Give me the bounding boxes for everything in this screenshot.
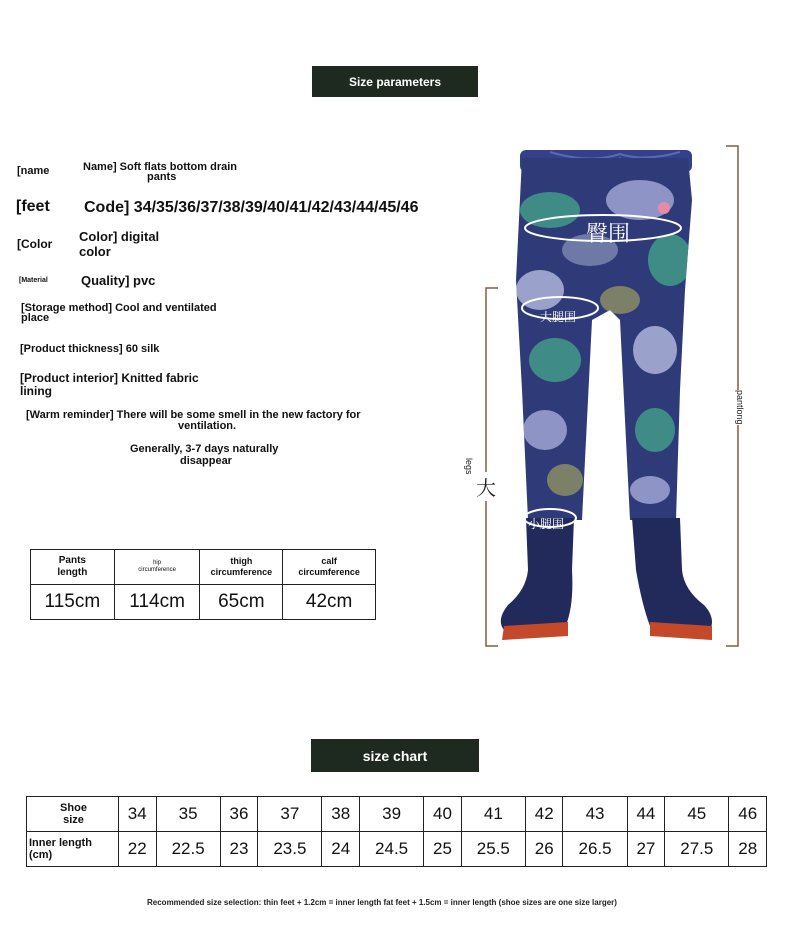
camo-pants bbox=[510, 155, 700, 525]
spec-material-key: [Material bbox=[19, 277, 48, 284]
left-boot bbox=[501, 518, 574, 630]
value-thigh: 65cm bbox=[200, 585, 283, 620]
size-chart-banner bbox=[311, 739, 479, 772]
spec-thickness: [Product thickness] 60 silk bbox=[20, 343, 160, 355]
label-hip: 臀围 bbox=[586, 221, 631, 246]
inner-length-cell: 25 bbox=[424, 832, 462, 867]
value-pants-length: 115cm bbox=[31, 585, 115, 620]
spec-color-value-2: color bbox=[79, 244, 111, 259]
spec-storage-2: place bbox=[21, 312, 50, 324]
shoe-size-cell: 39 bbox=[359, 797, 423, 832]
inner-length-cell: 27.5 bbox=[665, 832, 729, 867]
shoe-size-cell: 34 bbox=[119, 797, 157, 832]
value-hip: 114cm bbox=[114, 585, 200, 620]
inner-length-cell: 28 bbox=[729, 832, 767, 867]
spec-material-value: Quality] pvc bbox=[81, 273, 156, 288]
inner-length-cell: 25.5 bbox=[461, 832, 525, 867]
inner-length-cell: 26.5 bbox=[563, 832, 627, 867]
label-pantlong: pantlong bbox=[735, 390, 745, 425]
spec-name-value-2: pants bbox=[147, 171, 177, 183]
spec-warm-reminder: [Warm reminder] There will be some smell in the new factory for bbox=[26, 409, 361, 421]
right-boot bbox=[632, 518, 712, 630]
spec-warm-reminder-4: disappear bbox=[180, 455, 232, 467]
label-calf: 小腿围 bbox=[528, 517, 565, 531]
inner-length-cell: 24.5 bbox=[359, 832, 423, 867]
header-calf: calf circumference bbox=[283, 550, 376, 585]
label-thigh: 大腿围 bbox=[540, 310, 577, 324]
shoe-size-cell: 41 bbox=[461, 797, 525, 832]
label-shoe-size: Shoe size bbox=[27, 797, 119, 832]
shoe-size-cell: 43 bbox=[563, 797, 627, 832]
inner-length-cell: 27 bbox=[627, 832, 665, 867]
inner-length-cell: 23.5 bbox=[258, 832, 322, 867]
shoe-size-cell: 37 bbox=[258, 797, 322, 832]
size-parameters-banner bbox=[312, 66, 478, 97]
spec-interior: [Product interior] Knitted fabric bbox=[20, 371, 199, 385]
spec-color-value: Color] digital bbox=[79, 229, 160, 244]
spec-color-key: [Color bbox=[17, 237, 53, 251]
inner-length-cell: 22 bbox=[119, 832, 157, 867]
size-chart-table bbox=[26, 796, 767, 867]
spec-warm-reminder-3: Generally, 3-7 days naturally bbox=[130, 443, 279, 455]
inner-length-cell: 23 bbox=[220, 832, 258, 867]
spec-name-key: [name bbox=[17, 165, 50, 177]
size-recommendation-note: Recommended size selection: thin feet + 1.2cm = inner length fat feet + 1.5cm = inner length (shoe sizes are one size larger) bbox=[147, 898, 617, 907]
table-row bbox=[27, 832, 767, 867]
table-row bbox=[31, 550, 376, 585]
inner-length-cell: 22.5 bbox=[156, 832, 220, 867]
spec-interior-2: lining bbox=[20, 384, 52, 398]
inner-length-cell: 24 bbox=[322, 832, 360, 867]
spec-name-value: Name] Soft flats bottom drain bbox=[83, 161, 238, 173]
shoe-size-cell: 38 bbox=[322, 797, 360, 832]
parameter-table bbox=[30, 549, 376, 620]
inner-length-cell: 26 bbox=[525, 832, 563, 867]
shoe-size-cell: 40 bbox=[424, 797, 462, 832]
shoe-size-cell: 45 bbox=[665, 797, 729, 832]
shoe-size-cell: 44 bbox=[627, 797, 665, 832]
header-hip: hip circumference bbox=[114, 550, 200, 585]
shoe-size-cell: 46 bbox=[729, 797, 767, 832]
table-row bbox=[27, 797, 767, 832]
header-thigh: thigh circumference bbox=[200, 550, 283, 585]
header-pants-length: Pants length bbox=[31, 550, 115, 585]
spec-feet-key: [feet bbox=[16, 198, 50, 215]
table-row bbox=[31, 585, 376, 620]
label-inner-length: Inner length (cm) bbox=[27, 832, 119, 867]
spec-warm-reminder-2: ventilation. bbox=[178, 420, 237, 432]
label-legs: legs bbox=[464, 458, 474, 475]
banner-text: size chart bbox=[362, 747, 428, 764]
value-calf: 42cm bbox=[283, 585, 376, 620]
shoe-size-cell: 35 bbox=[156, 797, 220, 832]
spec-feet-value: Code] 34/35/36/37/38/39/40/41/42/43/44/45/46 bbox=[84, 199, 419, 216]
label-legs-cn: 大 bbox=[476, 472, 496, 501]
shoe-size-cell: 36 bbox=[220, 797, 258, 832]
banner-text: Size parameters bbox=[348, 74, 442, 89]
shoe-size-cell: 42 bbox=[525, 797, 563, 832]
spec-storage: [Storage method] Cool and ventilated bbox=[21, 302, 217, 314]
